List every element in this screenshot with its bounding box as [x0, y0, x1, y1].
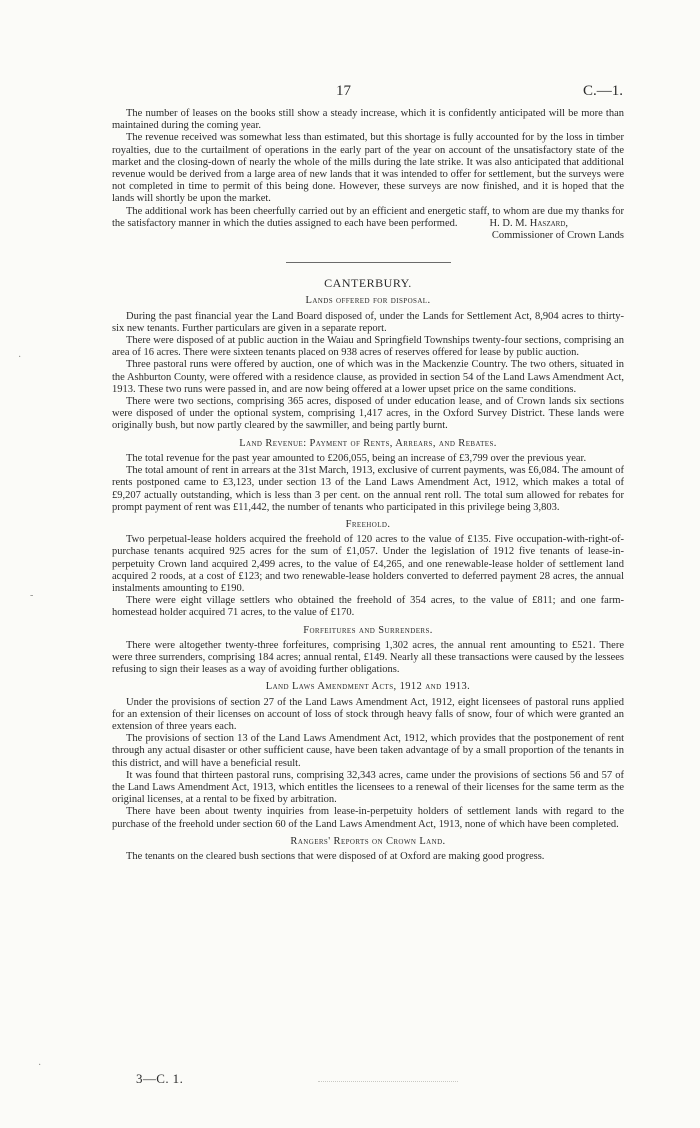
margin-mark: · — [38, 1060, 42, 1071]
paragraph: Three pastoral runs were offered by auction, one of which was in the Mackenzie Country. The two others, situated in the Ashburton County, were offered with a residence clause, as provided in section 54 of the Land Laws Amendment Act, 1913. These two runs were passed in, and are now being offered at a lower upset price on the same conditions. — [112, 359, 624, 395]
paragraph: There were two sections, comprising 365 acres, disposed of under education lease, and of Crown lands six sections were disposed of under the optional system, comprising 1,417 acres, in the Oxford Survey District. These lands were originally bush, but now partly cleared by the sawmiller, and being partly burnt. — [112, 396, 624, 432]
signature-name: H. D. M. Haszard, — [489, 217, 568, 229]
paragraph: There were disposed of at public auction in the Waiau and Springfield Townships twenty-four sections, comprising an area of 16 acres. There were sixteen tenants placed on 938 acres of reserves offered for lease by public auction. — [112, 335, 624, 359]
page-number: 17 — [336, 83, 351, 99]
paragraph: The total revenue for the past year amounted to £206,055, being an increase of £3,799 over the previous year. — [126, 452, 587, 464]
paragraph: The tenants on the cleared bush sections that were disposed of at Oxford are making good progress. — [126, 850, 545, 862]
paragraph: The number of leases on the books still show a steady increase, which it is confidently anticipated will be more than maintained during the coming year. — [112, 108, 624, 132]
signature-mark: 3—C. 1. — [136, 1071, 184, 1086]
heading-forfeitures: Forfeitures and Surrenders. — [303, 624, 433, 636]
paragraph: There were eight village settlers who obtained the freehold of 354 acres, to the value of £811; and one farm-homestead holder acquired 71 acres, to the value of £170. — [112, 595, 624, 619]
paragraph: The additional work has been cheerfully carried out by an efficient and energetic staff, to whom are due my thanks for the satisfactory manner in which the duties assigned to each have been performed. — [112, 205, 624, 229]
heading-rangers: Rangers' Reports on Crown Land. — [290, 835, 446, 847]
paragraph: It was found that thirteen pastoral runs, comprising 32,343 acres, came under the provisions of sections 56 and 57 of the Land Laws Amendment Act, 1913, which entitles the licensees to a renewal of their licenses for the same term as the original licenses, at a rental to be fixed by arbitration. — [112, 769, 624, 806]
paragraph: The total amount of rent in arrears at the 31st March, 1913, exclusive of current payments, was £6,084. The amount of rents postponed came to £3,123, under section 13 of the Land Laws Amendment Act, 1912, which makes a total of £9,207 actually outstanding, which is less than 3 per cent. on the annual rent roll. The total sum allowed for rebates for prompt payment of rent was £11,442, the number of tenants who participated in this privilege being 3,803. — [112, 465, 624, 513]
paragraph: The provisions of section 13 of the Land Laws Amendment Act, 1912, which provides that the postponement of rent through any actual disaster or other sufficient cause, have been taken advantage of by a small proportion of the tenants in this district, and will have a beneficial result. — [112, 733, 624, 769]
paragraph: There were altogether twenty-three forfeitures, comprising 1,302 acres, the annual rent amounting to £521. There were three surrenders, comprising 184 acres; annual rental, £149. Nearly all these transactions were caused by the lessees refusing to sign their leases as a way of avoiding further obligations. — [112, 639, 624, 676]
heading-lands-offered: Lands offered for disposal. — [305, 295, 431, 307]
heading-land-revenue: Land Revenue: Payment of Rents, Arrears, and Rebates. — [239, 437, 497, 449]
scan-smudge — [318, 1081, 458, 1083]
paragraph: During the past financial year the Land Board disposed of, under the Lands for Settlement Act, 8,904 acres to thirty-six new tenants. Further particulars are given in a separate report. — [112, 310, 624, 334]
heading-land-laws: Land Laws Amendment Acts, 1912 and 1913. — [265, 681, 471, 693]
paragraph: Two perpetual-lease holders acquired the freehold of 120 acres to the value of £135. Five occupation-with-right-of-purchase tenants acquired 925 acres for the sum of £1,057. Under the legislation of 1912 five tenants of lease-in-perpetuity Crown land acquired 2,499 acres, to the value of £4,265, and one renewable-lease holder of settlement land acquired 2 roods, at a cost of £123; and two renewable-lease holders converted to deferred payment 28 acres, the annual instalments amounting to £190. — [112, 534, 624, 594]
margin-mark: ‐ — [30, 590, 34, 601]
heading-freehold: Freehold. — [345, 518, 391, 530]
document-code: C.—1. — [583, 83, 624, 99]
paragraph: There have been about twenty inquiries from lease-in-perpetuity holders of settlement lands with regard to the purchase of the freehold under section 60 of the Land Laws Amendment Act, 1913, none of which have been completed. — [112, 806, 624, 830]
paragraph: The revenue received was somewhat less than estimated, but this shortage is fully accounted for by the loss in timber royalties, due to the curtailment of operations in the early part of the year on account of the unsatisfactory state of the market and the closing-down of nearly the whole of the mills during the late strike. It was also anticipated that additional revenue would be derived from a large area of new lands that it was intended to offer for settlement, but the surveys were not completed in time to permit of this being done. However, these surveys are now finished, and it is hoped that the lands will shortly be upon the market. — [112, 132, 624, 205]
section-divider — [286, 262, 451, 263]
margin-mark: · — [18, 352, 22, 363]
paragraph: Under the provisions of section 27 of the Land Laws Amendment Act, 1912, eight licensees of pastoral runs applied for an extension of their licenses on account of loss of stock through heavy falls of snow, four of which were granted an extension of three years each. — [112, 696, 624, 732]
section-title: CANTERBURY. — [324, 276, 412, 291]
signature-title: Commissioner of Crown Lands — [491, 230, 624, 242]
report-body — [112, 108, 624, 863]
